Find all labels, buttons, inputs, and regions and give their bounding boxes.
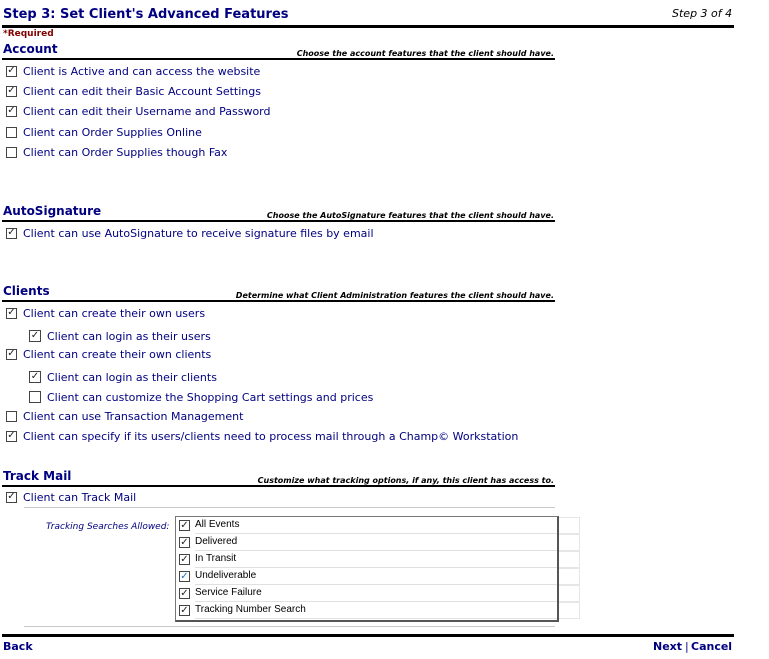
section-divider-clients	[2, 300, 555, 302]
checkbox-checked-icon[interactable]: ✓	[7, 430, 16, 441]
checkbox-checked-icon[interactable]: ✓	[30, 330, 40, 341]
checkbox-label: Client can use Transaction Management	[23, 409, 244, 423]
tracking-option-label: In Transit	[195, 551, 557, 568]
checkbox-checked-icon[interactable]: ✓	[180, 587, 189, 599]
section-title-trackmail: Track Mail	[3, 469, 72, 483]
checkbox-checked-icon[interactable]: ✓	[180, 604, 189, 616]
checkbox-label: Client can use AutoSignature to receive signature files by email	[23, 226, 374, 240]
clients-item-create-users[interactable]	[6, 304, 205, 322]
section-desc-account: Choose the account features that the client should have.	[296, 49, 554, 58]
section-desc-autosignature: Choose the AutoSignature features that the client should have.	[266, 211, 554, 220]
clients-item-create-clients[interactable]	[6, 345, 211, 363]
account-item-order-online[interactable]	[6, 123, 202, 141]
page-title: Step 3: Set Client's Advanced Features	[3, 7, 289, 22]
checkbox-label: Client can Order Supplies though Fax	[23, 145, 228, 159]
checkbox-label: Client can create their own users	[23, 306, 206, 320]
checkbox-label: Client can customize the Shopping Cart settings and prices	[47, 390, 374, 404]
tracking-option-label: Tracking Number Search	[195, 602, 557, 619]
checkbox-checked-icon[interactable]: ✓	[180, 519, 189, 531]
account-item-edit-username[interactable]	[6, 102, 270, 120]
checkbox-checked-icon[interactable]: ✓	[7, 348, 16, 359]
checkbox-checked-icon[interactable]: ✓	[180, 536, 189, 548]
checkbox-label: Client can edit their Basic Account Settings	[23, 84, 261, 98]
section-title-autosignature: AutoSignature	[3, 204, 102, 218]
trackmail-bottom-divider	[24, 626, 555, 627]
checkbox-label: Client can create their own clients	[23, 347, 212, 361]
step-indicator: Step 3 of 4	[672, 7, 733, 20]
tracking-option-all-events[interactable]	[176, 517, 557, 534]
section-title-clients: Clients	[3, 284, 50, 298]
ghost-cell	[557, 517, 580, 534]
checkbox-unchecked-icon[interactable]	[6, 147, 17, 158]
tracking-option-label: Delivered	[195, 534, 557, 551]
checkbox-label: Client can login as their users	[47, 329, 211, 343]
checkbox-checked-icon[interactable]: ✓	[7, 307, 16, 318]
checkbox-checked-icon[interactable]: ✓	[7, 105, 16, 116]
clients-item-login-clients[interactable]	[29, 368, 217, 386]
checkbox-label: Client can edit their Username and Password	[23, 104, 271, 118]
checkbox-unchecked-icon[interactable]	[6, 411, 17, 422]
checkbox-checked-icon[interactable]: ✓	[7, 65, 16, 76]
tracking-option-delivered[interactable]	[176, 534, 557, 551]
section-desc-trackmail: Customize what tracking options, if any, this client has access to.	[257, 476, 554, 485]
ghost-cell	[557, 585, 580, 602]
checkbox-checked-icon[interactable]: ✓	[30, 371, 40, 382]
checkbox-unchecked-icon[interactable]	[29, 391, 41, 403]
tracking-option-undeliverable[interactable]	[176, 568, 557, 585]
tracking-option-number-search[interactable]	[176, 602, 557, 619]
checkbox-checked-icon[interactable]: ✓	[7, 85, 16, 96]
footer-divider	[2, 634, 734, 637]
ghost-cell	[557, 551, 580, 568]
checkbox-checked-icon[interactable]: ✓	[180, 553, 189, 565]
required-note: *Required	[3, 29, 54, 39]
tracking-option-label: Service Failure	[195, 585, 557, 602]
section-desc-clients: Determine what Client Administration features the client should have.	[235, 291, 554, 300]
clients-item-shopping-cart[interactable]	[29, 388, 373, 406]
clients-item-champ-workstation[interactable]	[6, 427, 518, 445]
tracking-option-in-transit[interactable]	[176, 551, 557, 568]
trackmail-divider	[24, 507, 555, 508]
cancel-link[interactable]: Cancel	[691, 640, 733, 653]
section-divider-trackmail	[2, 485, 555, 487]
header-divider	[2, 25, 734, 28]
autosignature-item-email[interactable]	[6, 224, 374, 242]
tracking-option-service-failure[interactable]	[176, 585, 557, 602]
next-link[interactable]: Next	[653, 640, 683, 653]
checkbox-label: Client can Track Mail	[23, 490, 137, 504]
ghost-cell	[557, 534, 580, 551]
account-item-active[interactable]	[6, 62, 260, 80]
clients-item-login-users[interactable]	[29, 327, 211, 345]
checkbox-checked-icon[interactable]: ✓	[7, 491, 16, 502]
section-title-account: Account	[3, 42, 58, 56]
ghost-cell	[557, 568, 580, 585]
tracking-searches-label: Tracking Searches Allowed:	[46, 522, 170, 532]
account-item-order-fax[interactable]	[6, 143, 227, 161]
checkbox-label: Client is Active and can access the website	[23, 64, 261, 78]
checkbox-checked-icon[interactable]: ✓	[180, 570, 189, 582]
checkbox-label: Client can login as their clients	[47, 370, 217, 384]
footer-separator: |	[685, 640, 689, 653]
clients-item-transaction-mgmt[interactable]	[6, 407, 243, 425]
back-link[interactable]: Back	[3, 640, 33, 653]
checkbox-unchecked-icon[interactable]	[6, 127, 17, 138]
checkbox-label: Client can specify if its users/clients need to process mail through a Champ© Workstation	[23, 429, 519, 443]
section-divider-autosignature	[2, 220, 555, 222]
ghost-cell	[557, 602, 580, 619]
checkbox-label: Client can Order Supplies Online	[23, 125, 202, 139]
account-item-edit-basic[interactable]	[6, 82, 261, 100]
trackmail-item-track[interactable]	[6, 488, 136, 506]
tracking-option-label: Undeliverable	[195, 568, 557, 585]
section-divider-account	[2, 58, 555, 60]
checkbox-checked-icon[interactable]: ✓	[7, 227, 16, 238]
tracking-option-label: All Events	[195, 517, 557, 534]
tracking-searches-list[interactable]	[175, 516, 559, 622]
